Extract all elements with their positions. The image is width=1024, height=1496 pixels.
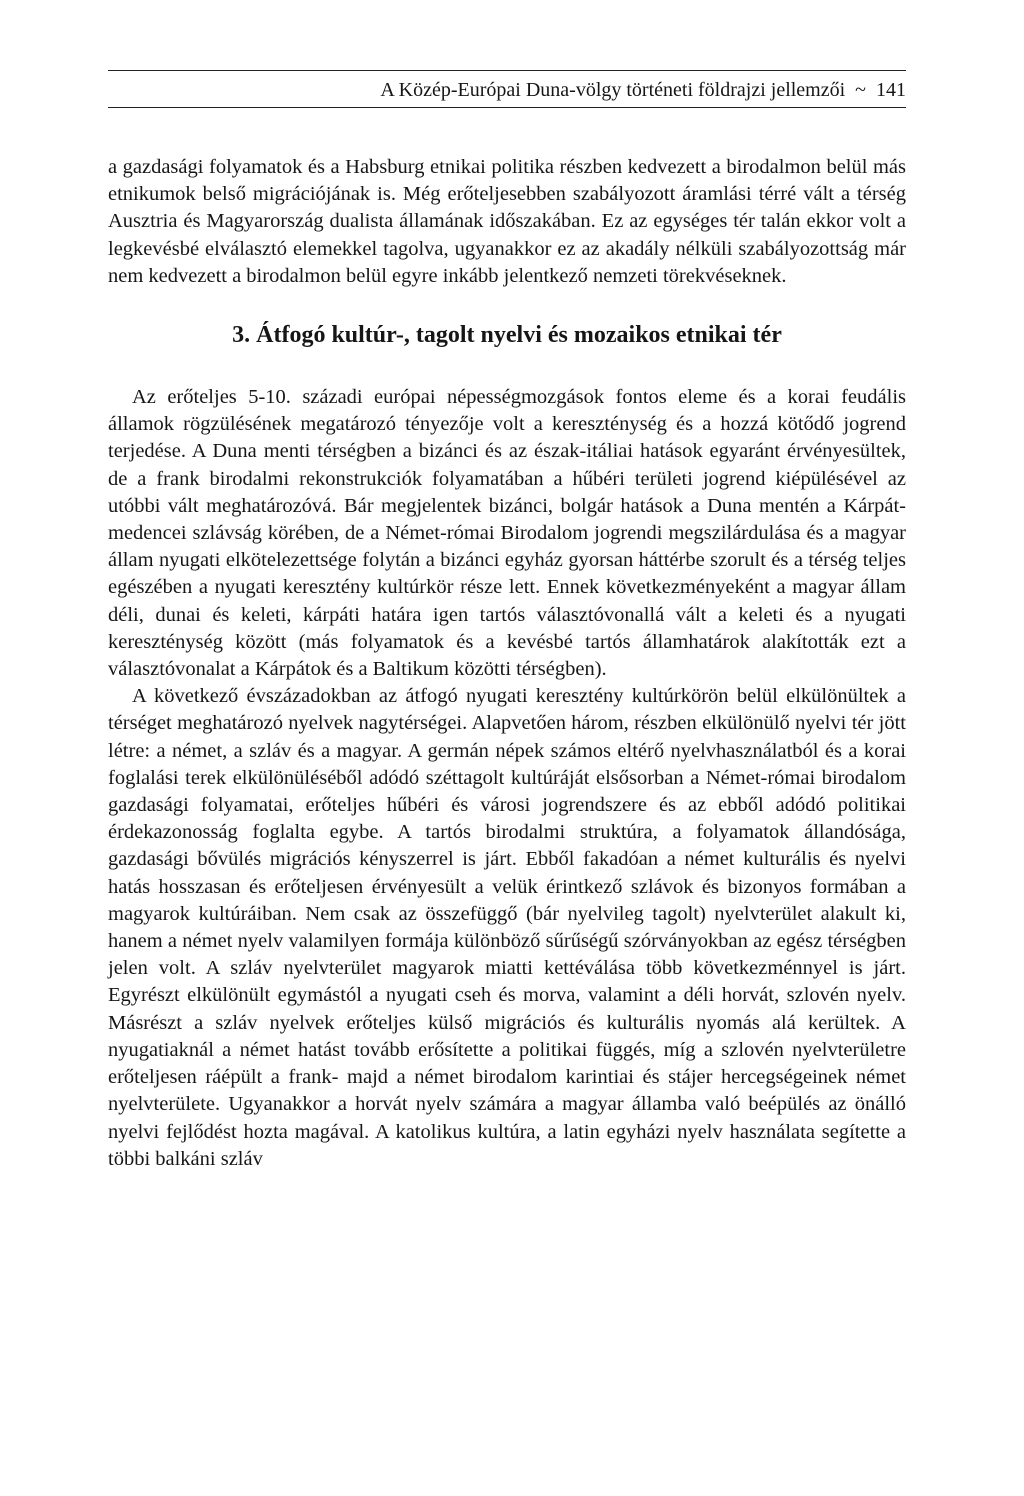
page-number: 141: [876, 79, 906, 101]
book-page: [108, 70, 906, 1173]
intro-paragraph: a gazdasági folyamatok és a Habsburg etnikai politika részben kedvezett a birodalmon belül más etnikumok belső migrációjának is. Még erőteljesebben szabályozott áramlási térré vált a térség Ausztria és Magyarország dualista államának időszakában. Ez az egységes tér talán ekkor volt a legkevésbé elválasztó elemekkel tagolva, ugyanakkor ez az akadály nélküli szabályozottság már nem kedvezett a birodalmon belül egyre inkább jelentkező nemzeti törekvéseknek.: [108, 156, 906, 287]
running-header-title: A Közép-Európai Duna-völgy történeti földrajzi jellemzői: [380, 79, 846, 101]
page-body: [108, 154, 906, 1173]
section-paragraph-1: Az erőteljes 5-10. századi európai népességmozgások fontos eleme és a korai feudális államok rögzülésének megatározó tényezője volt a kereszténység és a hozzá kötődő jogrend terjedése. A Duna menti térségben a bizánci és az észak-itáliai hatások egyaránt érvényesültek, de a frank birodalmi rekonstrukciók folyamatában a hűbéri területi jogrend kiépülésével az utóbbi vált meghatározóvá. Bár megjelentek bizánci, bolgár hatások a Duna mentén a Kárpát-medencei szlávság körében, de a Német-római Birodalom jogrendi megszilárdulása és a magyar állam nyugati elkötelezettsége folytán a bizánci egyház gyorsan háttérbe szorult és a térség teljes egészében a nyugati keresztény kultúrkör része lett. Ennek következményeként a magyar állam déli, dunai és keleti, kárpáti határa igen tartós választóvonallá vált a keleti és a nyugati kereszténység között (más folyamatok és a kevésbé tartós államhatárok alakították ezt a választóvonalat a Kárpátok és a Baltikum közötti térségben).: [108, 386, 906, 681]
running-header: [108, 70, 906, 108]
section-paragraph-2: A következő évszázadokban az átfogó nyugati keresztény kultúrkörön belül elkülönültek a térséget meghatározó nyelvek nagytérségei. Alapvetően három, részben elkülönülő nyelvi tér jött létre: a német, a szláv és a magyar. A germán népek számos eltérő nyelvhasználatból és a korai foglalási terek elkülönüléséből adódó széttagolt kultúráját elsősorban a Német-római birodalom gazdasági folyamatai, erőteljes hűbéri és városi jogrendszere és az ebből adódó politikai érdekazonosság foglalta egybe. A tartós birodalmi struktúra, a folyamatok állandósága, gazdasági bővülés migrációs kényszerrel is járt. Ebből fakadóan a német kulturális és nyelvi hatás hosszasan és erőteljesen érvényesült a velük érintkező szlávok és bizonyos formában a magyarok kultúráiban. Nem csak az összefüggő (bár nyelvileg tagolt) nyelvterület alakult ki, hanem a német nyelv valamilyen formája különböző sűrűségű szórványokban az egész térségben jelen volt. A szláv nyelvterület magyarok miatti kettéválása több következménnyel is járt. Egyrészt elkülönült egymástól a nyugati cseh és morva, valamint a déli horvát, szlovén nyelv. Másrészt a szláv nyelvek erőteljes külső migrációs és kulturális nyomás alá kerültek. A nyugatiaknál a német hatást tovább erősítette a politikai függés, míg a szlovén nyelvterületre erőteljesen ráépült a frank- majd a német birodalom karintiai és stájer hercegségeinek német nyelvterülete. Ugyanakkor a horvát nyelv számára a magyar államba való beépülés az önálló nyelvi fejlődést hozta magával. A katolikus kultúra, a latin egyházi nyelv használata segítette a többi balkáni szláv: [108, 685, 906, 1170]
header-separator: ~: [855, 79, 866, 101]
section-heading: 3. Átfogó kultúr-, tagolt nyelvi és mozaikos etnikai tér: [232, 322, 782, 349]
